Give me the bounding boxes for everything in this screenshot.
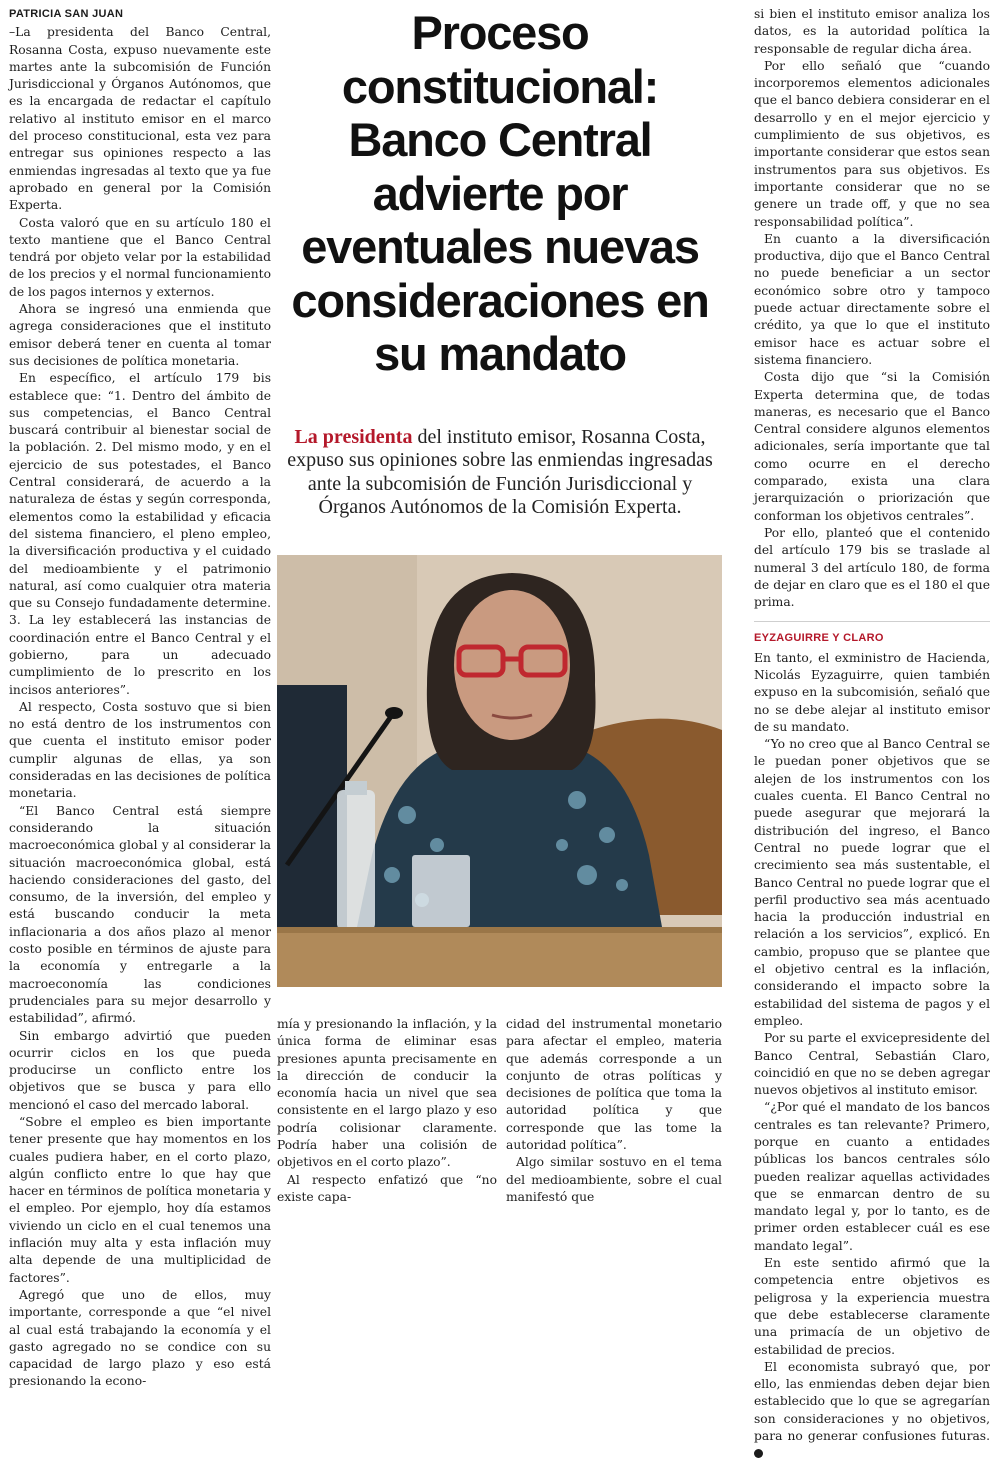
paragraph: Por su parte el exvicepresidente del Banco Central, Sebastián Claro, coincidió en que no se deben agregar nuevos objetivos al instituto emisor. (754, 1031, 990, 1098)
paragraph: Ahora se ingresó una enmienda que agrega consideraciones que el instituto emisor deberá tener en cuenta al tomar sus decisiones de política monetaria. (9, 302, 271, 368)
headline: Proceso constitucional: Banco Central advierte por eventuales nuevas consideraciones en su mandato (291, 6, 709, 380)
paragraph: “¿Por qué el mandato de los bancos centrales es tan relevante? Primero, porque en cuanto a entidades públicas los bancos centrales sólo pueden realizar aquellas actividades que se enmarcan dentro de su mandato legal y, por lo tanto, es de primer orden establecer cuál es ese mandato legal”. (754, 1100, 990, 1253)
paragraph: “El Banco Central está siempre considerando la situación macroeconómica global y al considerar la situación macroeconómica global, está haciendo consideraciones del gasto, del consumo, de la inversión, del empleo y está buscando conducir la meta inflacionaria a dos años plazo al menor costo posible en términos de ajuste para la economía y entregarle a la macroeconomía las condiciones prudenciales para su mejor desarrollo y estabilidad”, afirmó. (9, 803, 271, 1026)
paragraph: –La presidenta del Banco Central, Rosanna Costa, expuso nuevamente este martes ante la subcomisión de Función Jurisdiccional y Órganos Autónomos, que es la encargada de redactar el capítulo relativo al instituto emisor en el marco del proceso constitucional, esta vez para entregar sus opiniones respecto a las enmiendas ingresadas al texto que ya fue aprobado en general por la Comisión Experta. (9, 25, 271, 213)
paragraph: En específico, el artículo 179 bis establece que: “1. Dentro del ámbito de sus competencias, el Banco Central buscará contribuir al bienestar social de la población. 2. Del mismo modo, y en el ejercicio de sus potestades, el Banco Central considerará, de acuerdo a la naturaleza de éstas y según corresponda, elementos como la estabilidad y eficacia del sistema financiero, el pleno empleo, la diversificación productiva y el cuidado del medioambiente y el patrimonio natural, así como cualquier otra materia que su Consejo fundadamente determine. 3. La ley establecerá las instancias de coordinación entre el Banco Central y el gobierno, para un adecuado cumplimiento de lo prescrito en los incisos anteriores”. (9, 371, 271, 697)
article-column-4 (754, 6, 990, 1463)
article-column-2 (277, 1016, 497, 1206)
paragraph: si bien el instituto emisor analiza los datos, es la autoridad política la responsable de regular dicha área. (754, 7, 990, 56)
paragraph: “Sobre el empleo es bien importante tener presente que hay momentos en los cuales pudiera haber, en el corto plazo, algún conflicto entre lo que hay que hacer en términos de política monetaria y el empleo. Por ejemplo, hoy día estamos viviendo un ciclo en el cual tenemos una inflación muy alta y esta inflación muy alta depende de una multiplicidad de factores”. (9, 1115, 271, 1285)
paragraph: Por ello señaló que “cuando incorporemos elementos adicionales que el banco debiera considerar en el desarrollo y en el mejor ejercicio y cumplimiento de sus objetivos, es importante considerar que estos sean instrumentos para sus objetivos. Es importante considerar que no se genere un trade off, y que no sea responsabilidad política”. (754, 58, 990, 229)
bottle-cap (345, 781, 367, 795)
paragraph (754, 1359, 990, 1463)
paragraph: cidad del instrumental monetario para afectar el empleo, materia que además corresponde a un conjunto de otras políticas y decisiones de política que toma la autoridad política y que corresponde que las tome la autoridad política”. (506, 1017, 722, 1153)
paragraph: “Yo no creo que al Banco Central se le puedan poner objetivos que se alejen de los instrumentos con los cuales cuenta. El Banco Central no puede asegurar que mejorará la distribución del ingreso, el Banco Central no puede lograr que el crecimiento sea más sustentable, el Banco Central no puede lograr que el perfil productivo sea más acentuado hacia la producción industrial en relación a los servicios”, explicó. En cambio, propuso que se plantee que el objetivo central es la inflación, considerando el impacto sobre la estabilidad del sistema de pagos y el empleo. (754, 737, 990, 1028)
lead-kicker: La presidenta (294, 426, 413, 448)
paragraph-text: El economista subrayó que, por ello, las enmiendas deben dejar bien establecido que lo que se agregarían son consideraciones y no objetivos, para no generar confusiones futuras. (754, 1359, 990, 1444)
paragraph: Al respecto, Costa sostuvo que si bien no está dentro de los instrumentos con que cuenta el instituto emisor poder cumplir algunas de ellas, ya son consideradas en las decisiones de política monetaria. (9, 699, 271, 801)
lead-paragraph (287, 426, 713, 520)
paragraph: Por ello, planteó que el contenido del artículo 179 bis se traslade al numeral 3 del artículo 180, de forma de dejar en claro que es el 180 el que prima. (754, 525, 990, 610)
paragraph: Costa dijo que “si la Comisión Experta determina que, de todas maneras, es necesario que el Banco Central considere algunos elementos adicionales, sería importante que tal como ocurre en el derecho comparado, exista una clara jerarquización o priorización que conforman los objetivos centrales”. (754, 370, 990, 523)
paragraph: Al respecto enfatizó que “no existe capa- (277, 1172, 497, 1204)
byline: PATRICIA SAN JUAN (9, 8, 124, 20)
water-glass (412, 855, 470, 927)
end-mark-icon (754, 1449, 763, 1458)
article-column-1 (9, 6, 271, 1391)
paragraph: mía y presionando la inflación, y la única forma de eliminar esas presiones apunta precisamente en la dirección de conducir la economía hacia un nivel que sea consistente en el largo plazo y eso podría colisionar claramente. Podría haber una colisión de objetivos en el corto plazo”. (277, 1017, 497, 1170)
section-subhead: EYZAGUIRRE Y CLARO (754, 621, 990, 647)
paragraph: Algo similar sostuvo en el tema del medioambiente, sobre el cual manifestó que (506, 1155, 722, 1204)
table-edge (277, 927, 722, 933)
paragraph: Agregó que uno de ellos, muy importante, corresponde a que “el nivel al cual está trabajando la economía y el gasto agregado no se condice con su capacidad de largo plazo y eso está presionando la econo- (9, 1287, 271, 1389)
article-column-3 (506, 1016, 722, 1206)
speaker-photo (277, 555, 722, 987)
table (277, 927, 722, 987)
water-bottle (337, 790, 375, 930)
left-person (277, 685, 347, 945)
lead-text: del instituto emisor, Rosanna Costa, expuso sus opiniones sobre las enmiendas ingresadas ante la subcomisión de Función Jurisdiccional y Órganos Autónomos de la Comisión Experta. (287, 426, 713, 519)
paragraph: En tanto, el exministro de Hacienda, Nicolás Eyzaguirre, quien también expuso en la subcomisión, señaló que no se debe alejar al instituto emisor de su mandato. (754, 650, 990, 734)
microphone-head (385, 707, 403, 719)
paragraph: Costa valoró que en su artículo 180 el texto mantiene que el Banco Central tendrá por objeto velar por la estabilidad de los precios y el normal funcionamiento de los pagos internos y externos. (9, 215, 271, 299)
paragraph: Sin embargo advirtió que pueden ocurrir ciclos en los que pueda producirse un conflicto entre los objetivos que se busca y para ello mencionó el caso del mercado laboral. (9, 1028, 271, 1112)
speaker-photo-icon (277, 555, 722, 987)
paragraph: En este sentido afirmó que la competencia entre objetivos es peligrosa y la experiencia muestra que debe establecerse claramente una primacía de un objetivo de estabilidad de precios. (754, 1256, 990, 1357)
paragraph: En cuanto a la diversificación productiva, dijo que el Banco Central no puede beneficiar a un sector económico sobre otro y tampoco puede actuar directamente sobre el crédito, ya que lo que el instituto emisor hace es actuar sobre el sistema financiero. (754, 231, 990, 367)
